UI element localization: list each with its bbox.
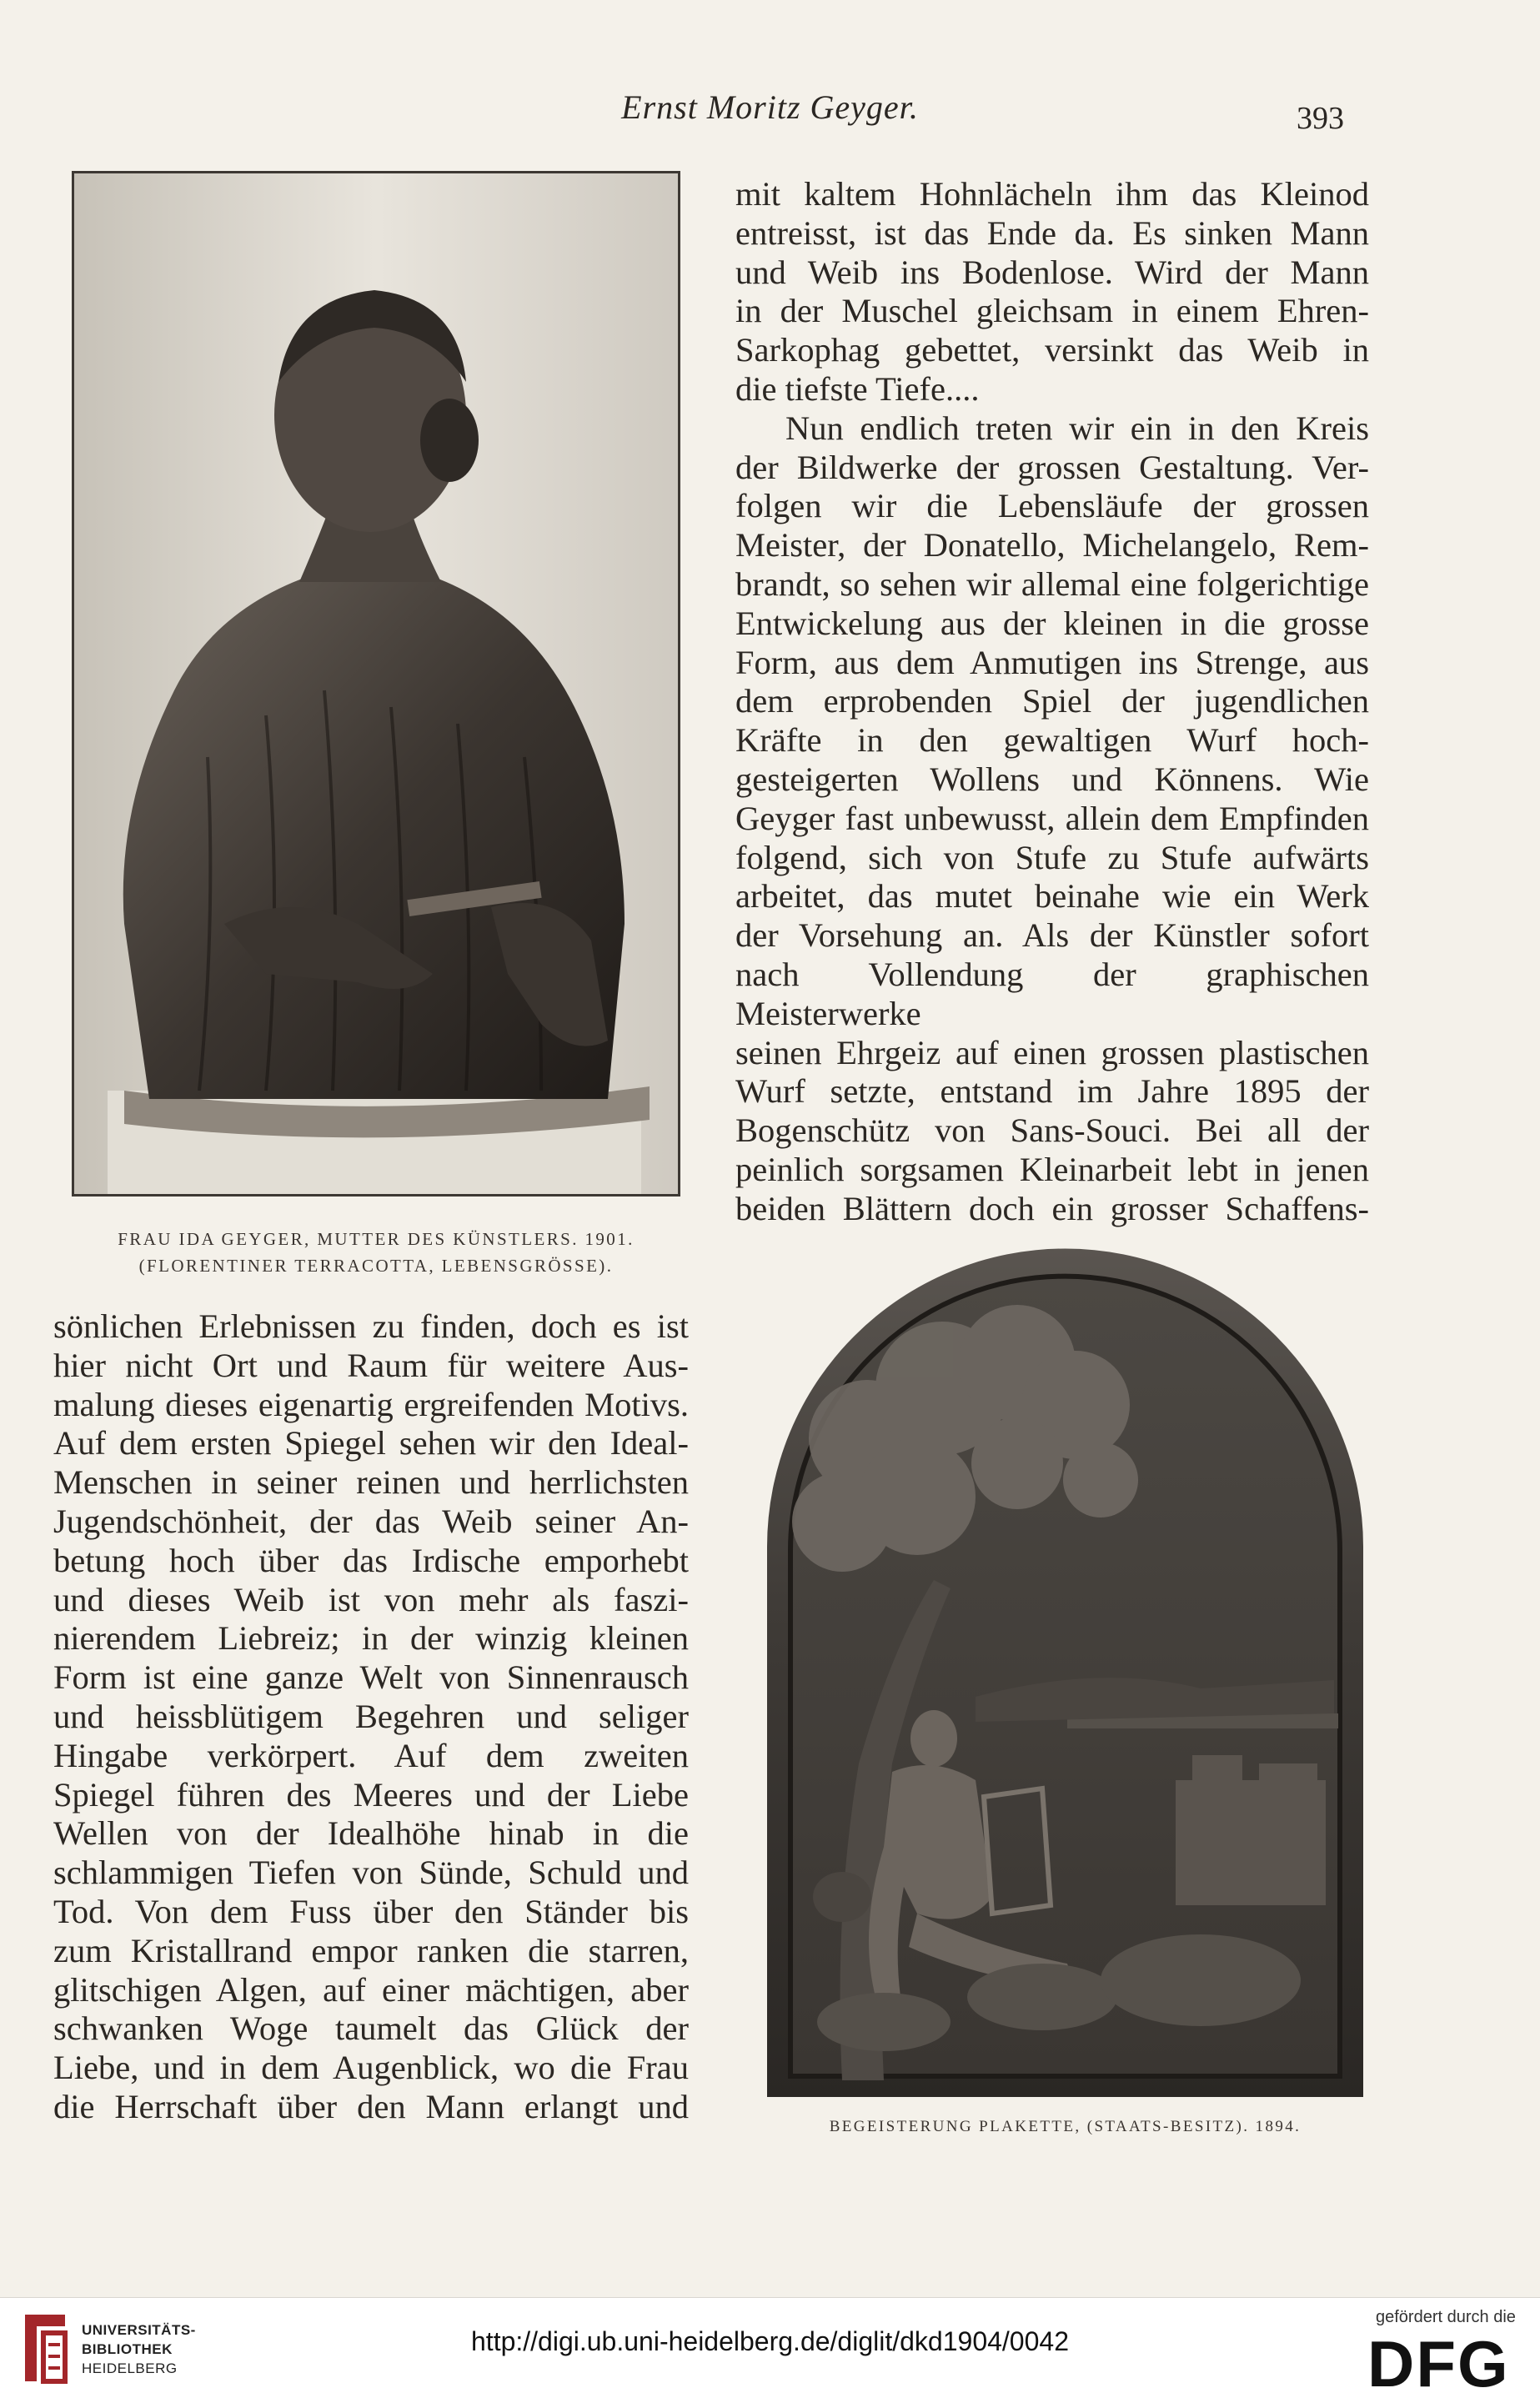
text-line: Wellen von der Idealhöhe hinab in die bbox=[53, 1814, 689, 1853]
text-line: sönlichen Erlebnissen zu finden, doch es ist bbox=[53, 1307, 689, 1345]
text-line: Auf dem ersten Spiegel sehen wir den Ideal- bbox=[53, 1424, 689, 1462]
text-line: schlammigen Tiefen von Sünde, Schuld und bbox=[53, 1854, 689, 1892]
text-line: entreisst, ist das Ende da. Es sinken Mann bbox=[735, 213, 1369, 252]
text-line: Hingabe verkörpert. Auf dem zweiten bbox=[53, 1736, 689, 1774]
text-line: zum Kristallrand empor ranken die starren, bbox=[53, 1931, 689, 1969]
plaque-relief-illustration bbox=[767, 1247, 1363, 2097]
portrait-caption-line1: FRAU IDA GEYGER, MUTTER DES KÜNSTLERS. 1901. bbox=[118, 1229, 635, 1249]
text-line: Jugendschönheit, der das Weib seiner An- bbox=[53, 1502, 689, 1540]
text-line: und dieses Weib ist von mehr als faszi- bbox=[53, 1580, 689, 1618]
text-line: brandt, so sehen wir allemal eine folgerichtige bbox=[735, 564, 1369, 603]
text-line: nierendem Liebreiz; in der winzig kleinen bbox=[53, 1619, 689, 1658]
text-line: Meister, der Donatello, Michelangelo, Rem- bbox=[735, 526, 1369, 564]
library-name-line3: HEIDELBERG bbox=[82, 2360, 178, 2376]
portrait-bust-illustration bbox=[74, 173, 678, 1194]
text-line: Entwickelung aus der kleinen in die grosse bbox=[735, 604, 1369, 642]
text-line: dem erprobenden Spiel der jugendlichen bbox=[735, 682, 1369, 720]
text-line: glitschigen Algen, auf einer mächtigen, aber bbox=[53, 1970, 689, 2009]
text-line: Liebe, und in dem Augenblick, wo die Frau bbox=[53, 2049, 689, 2087]
plaque-caption: BEGEISTERUNG PLAKETTE, (STAATS-BESITZ). 1894. bbox=[829, 2118, 1302, 2135]
text-line: Tod. Von dem Fuss über den Ständer bis bbox=[53, 1892, 689, 1930]
text-line: Sarkophag gebettet, versinkt das Weib in bbox=[735, 331, 1369, 369]
portrait-caption bbox=[72, 1226, 680, 1279]
text-line: beiden Blättern doch ein grosser Schaffens- bbox=[735, 1189, 1369, 1227]
text-line: folgend, sich von Stufe zu Stufe aufwärts bbox=[735, 838, 1369, 876]
text-line: arbeitet, das mutet beinahe wie ein Werk bbox=[735, 877, 1369, 916]
text-line: und Weib ins Bodenlose. Wird der Mann bbox=[735, 253, 1369, 291]
text-line: Form, aus dem Anmutigen ins Strenge, aus bbox=[735, 643, 1369, 681]
portrait-caption-line2: (FLORENTINER TERRACOTTA, LEBENSGRÖSSE). bbox=[138, 1256, 614, 1276]
text-line: nach Vollendung der graphischen Meisterwerke bbox=[735, 955, 1369, 1032]
text-line: folgen wir die Lebensläufe der grossen bbox=[735, 487, 1369, 525]
text-line: der Bildwerke der grossen Gestaltung. Ver- bbox=[735, 448, 1369, 486]
text-line: Form ist eine ganze Welt von Sinnenrausch bbox=[53, 1658, 689, 1697]
text-line: in der Muschel gleichsam in einem Ehren- bbox=[735, 292, 1369, 330]
dfg-logo: DFG bbox=[1367, 2327, 1510, 2400]
text-line: Nun endlich treten wir ein in den Kreis bbox=[785, 409, 1369, 447]
text-line: Menschen in seiner reinen und herrlichsten bbox=[53, 1463, 689, 1502]
text-line: malung dieses eigenartig ergreifenden Motivs. bbox=[53, 1385, 689, 1423]
text-line: gesteigerten Wollens und Könnens. Wie bbox=[735, 760, 1369, 798]
funding-label: gefördert durch die bbox=[1376, 2308, 1516, 2326]
text-line: und heissblütigem Begehren und seliger bbox=[53, 1697, 689, 1735]
plaque-relief bbox=[767, 1247, 1363, 2097]
text-line: die Herrschaft über den Mann erlangt und bbox=[53, 2087, 689, 2125]
text-line: betung hoch über das Irdische emporhebt bbox=[53, 1541, 689, 1579]
library-name-line1: UNIVERSITÄTS- bbox=[82, 2322, 196, 2338]
left-column-text bbox=[53, 1307, 689, 2127]
text-line: seinen Ehrgeiz auf einen grossen plastischen bbox=[735, 1033, 1369, 1071]
source-url-link[interactable]: http://digi.ub.uni-heidelberg.de/diglit/dkd1904/0042 bbox=[471, 2326, 1069, 2356]
text-line: peinlich sorgsamen Kleinarbeit lebt in jenen bbox=[735, 1150, 1369, 1188]
text-line: die tiefste Tiefe.... bbox=[735, 369, 980, 408]
text-line: Wurf setzte, entstand im Jahre 1895 der bbox=[735, 1072, 1369, 1111]
text-line: schwanken Woge taumelt das Glück der bbox=[53, 2009, 689, 2048]
text-line: Geyger fast unbewusst, allein dem Empfinden bbox=[735, 799, 1369, 837]
text-line: der Vorsehung an. Als der Künstler sofort bbox=[735, 916, 1369, 955]
text-line: Kräfte in den gewaltigen Wurf hoch- bbox=[735, 721, 1369, 760]
right-column-text bbox=[735, 175, 1369, 1229]
portrait-photo bbox=[72, 171, 680, 1196]
page-number: 393 bbox=[1297, 101, 1344, 136]
text-line: Bogenschütz von Sans-Souci. Bei all der bbox=[735, 1111, 1369, 1150]
library-name-line2: BIBLIOTHEK bbox=[82, 2341, 173, 2357]
running-title: Ernst Moritz Geyger. bbox=[621, 88, 919, 126]
text-line: mit kaltem Hohnlächeln ihm das Kleinod bbox=[735, 175, 1369, 213]
text-line: hier nicht Ort und Raum für weitere Aus- bbox=[53, 1346, 689, 1384]
text-line: Spiegel führen des Meeres und der Liebe bbox=[53, 1775, 689, 1814]
